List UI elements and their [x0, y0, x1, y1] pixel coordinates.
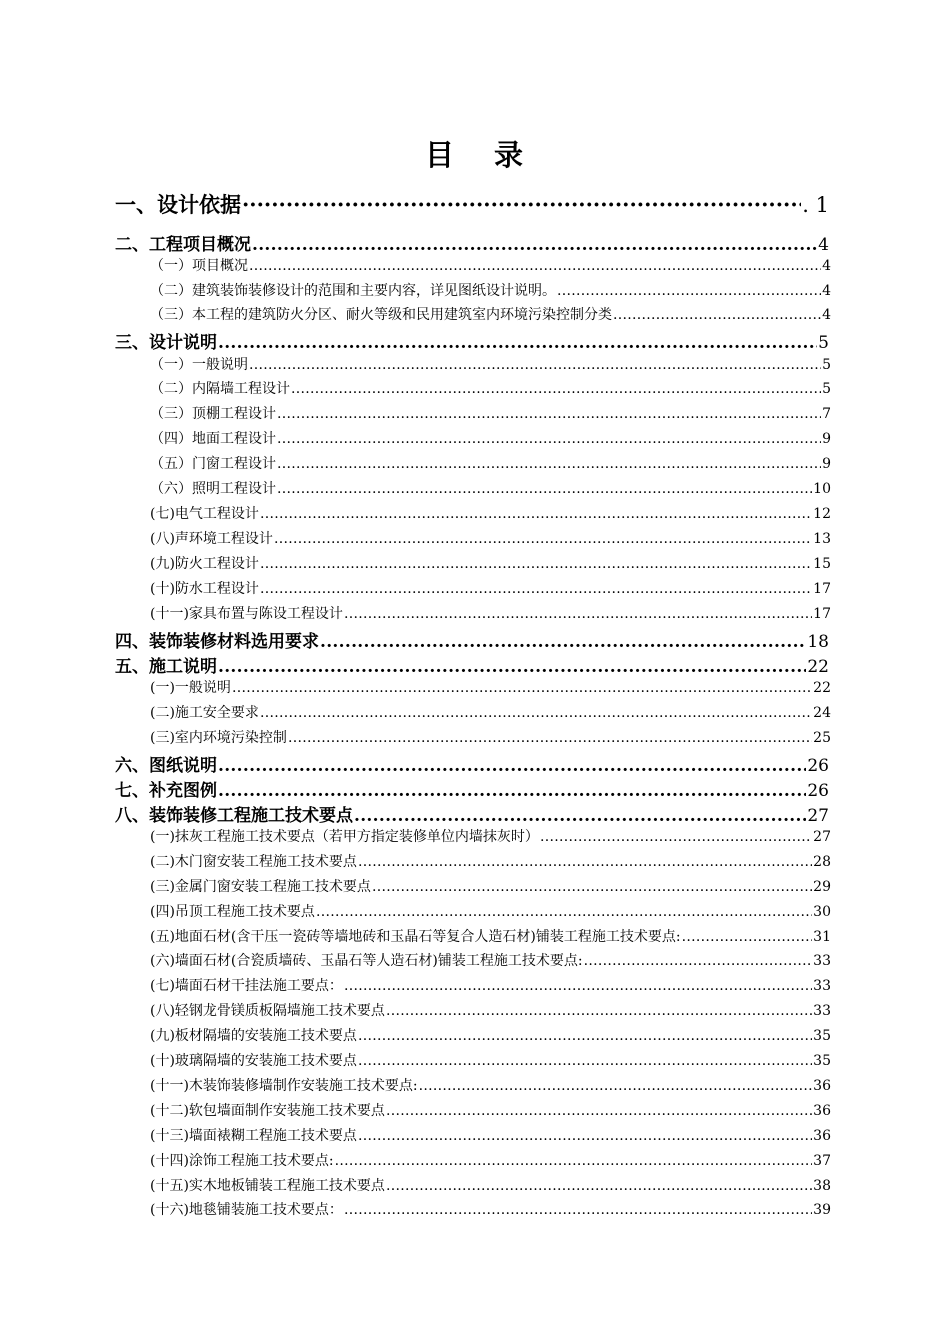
toc-entry-page-number: 37	[813, 1153, 831, 1169]
toc-entry-label: 四、装饰装修材料选用要求	[115, 632, 319, 652]
page-title	[0, 133, 950, 174]
dot-leader	[344, 1202, 812, 1218]
toc-entry-label: (十三)墙面裱糊工程施工技术要点	[150, 1128, 357, 1144]
toc-entry-label: (三)金属门窗安装工程施工技术要点	[150, 879, 371, 895]
toc-entry-page-number: 5	[818, 333, 829, 353]
toc-entry[interactable]	[150, 702, 831, 722]
dot-leader	[557, 283, 821, 299]
dot-leader	[386, 1003, 812, 1019]
toc-entry-page-number: 15	[813, 556, 831, 572]
toc-entry-label: （六）照明工程设计	[150, 481, 276, 497]
toc-entry[interactable]	[150, 901, 831, 921]
toc-entry-label: (十四)涂饰工程施工技术要点:	[150, 1153, 334, 1169]
toc-entry-label: 一、设计依据	[115, 192, 241, 217]
toc-entry-page-number: 26	[807, 781, 829, 801]
toc-entry-page-number: 12	[813, 506, 831, 522]
toc-entry-page-number: 4	[822, 283, 831, 299]
toc-entry[interactable]	[150, 1075, 831, 1095]
toc-entry-page-number: 27	[813, 829, 831, 845]
toc-entry-page-number: 35	[813, 1028, 831, 1044]
toc-entry-page-number: 22	[807, 657, 829, 677]
toc-entry-label: (二)施工安全要求	[150, 705, 259, 721]
toc-entry-page-number: 9	[822, 456, 831, 472]
toc-entry[interactable]	[150, 1125, 831, 1145]
dot-leader	[344, 606, 812, 622]
dot-leader	[218, 756, 806, 776]
toc-entry-page-number: 4	[822, 258, 831, 274]
toc-entry[interactable]	[150, 1100, 831, 1120]
toc-entry-label: (十)玻璃隔墙的安装施工技术要点	[150, 1053, 357, 1069]
toc-entry[interactable]	[150, 1150, 831, 1170]
dot-leader	[386, 1178, 812, 1194]
toc-entry-label: (八)轻钢龙骨镁质板隔墙施工技术要点	[150, 1003, 385, 1019]
toc-entry-label: （一）一般说明	[150, 357, 248, 373]
toc-entry-page-number: 24	[813, 705, 831, 721]
toc-entry[interactable]	[115, 751, 829, 776]
toc-entry-label: (十一)家具布置与陈设工程设计	[150, 606, 343, 622]
toc-entry-page-number: . 1	[802, 193, 829, 217]
toc-entry-page-number: 27	[807, 806, 829, 826]
dot-leader	[288, 730, 812, 746]
toc-entry-page-number: 25	[813, 730, 831, 746]
toc-entry[interactable]	[150, 1025, 831, 1045]
toc-entry[interactable]	[150, 428, 831, 448]
toc-entry-label: （二）建筑装饰装修设计的范围和主要内容，详见图纸设计说明。	[150, 283, 556, 299]
toc-entry-label: （四）地面工程设计	[150, 431, 276, 447]
dot-leader	[252, 235, 817, 255]
toc-entry[interactable]	[150, 1199, 831, 1219]
toc-entry[interactable]	[150, 255, 831, 275]
toc-entry[interactable]	[115, 627, 829, 652]
toc-entry-label: (一)一般说明	[150, 680, 231, 696]
dot-leader	[242, 192, 801, 217]
dot-leader	[584, 953, 813, 969]
title-char-1: 目	[424, 138, 456, 172]
dot-leader	[358, 1053, 812, 1069]
toc-entry-page-number: 33	[813, 1003, 831, 1019]
dot-leader	[419, 1078, 813, 1094]
toc-entry-page-number: 35	[813, 1053, 831, 1069]
toc-entry-page-number: 30	[813, 904, 831, 920]
toc-entry-page-number: 17	[813, 606, 831, 622]
dot-leader	[260, 705, 812, 721]
dot-leader	[260, 581, 812, 597]
toc-entry-label: (九)板材隔墙的安装施工技术要点	[150, 1028, 357, 1044]
toc-entry-label: (七)电气工程设计	[150, 506, 259, 522]
toc-entry[interactable]	[150, 378, 831, 398]
toc-entry-label: （五）门窗工程设计	[150, 456, 276, 472]
toc-entry-label: （三）本工程的建筑防火分区、耐火等级和民用建筑室内环境污染控制分类	[150, 307, 612, 323]
dot-leader	[291, 381, 821, 397]
toc-entry[interactable]	[150, 503, 831, 523]
toc-entry[interactable]	[150, 280, 831, 300]
dot-leader	[218, 657, 806, 677]
toc-entry[interactable]	[150, 553, 831, 573]
toc-entry-label: (一)抹灰工程施工技术要点（若甲方指定装修单位内墙抹灰时）	[150, 829, 539, 845]
toc-entry-page-number: 4	[822, 307, 831, 323]
toc-entry-page-number: 36	[813, 1103, 831, 1119]
toc-entry[interactable]	[150, 826, 831, 846]
dot-leader	[232, 680, 812, 696]
toc-entry[interactable]	[150, 876, 831, 896]
toc-entry-label: (九)防火工程设计	[150, 556, 259, 572]
toc-entry[interactable]	[115, 776, 829, 801]
dot-leader	[613, 307, 821, 323]
toc-entry-page-number: 10	[813, 481, 831, 497]
dot-leader	[358, 1128, 812, 1144]
toc-entry-label: 三、设计说明	[115, 333, 217, 353]
toc-entry[interactable]	[150, 528, 831, 548]
toc-entry[interactable]	[150, 354, 831, 374]
dot-leader	[386, 1103, 812, 1119]
toc-entry-page-number: 31	[813, 929, 831, 945]
toc-entry-label: (二)木门窗安装工程施工技术要点	[150, 854, 357, 870]
toc-entry[interactable]	[150, 727, 831, 747]
dot-leader	[277, 481, 812, 497]
toc-entry-page-number: 33	[813, 953, 831, 969]
toc-entry-label: (十六)地毯铺装施工技术要点：	[150, 1202, 343, 1218]
toc-entry-page-number: 36	[813, 1078, 831, 1094]
toc-entry-page-number: 36	[813, 1128, 831, 1144]
toc-entry-label: (五)地面石材(含干压一瓷砖等墙地砖和玉晶石等复合人造石材)铺装工程施工技术要点:	[150, 929, 681, 945]
dot-leader	[249, 258, 821, 274]
toc-entry-label: (三)室内环境污染控制	[150, 730, 287, 746]
toc-entry-label: （三）顶棚工程设计	[150, 406, 276, 422]
dot-leader	[320, 632, 806, 652]
toc-entry[interactable]	[150, 1050, 831, 1070]
toc-entry-label: (十)防水工程设计	[150, 581, 259, 597]
toc-entry-page-number: 28	[813, 854, 831, 870]
toc-entry[interactable]	[150, 578, 831, 598]
toc-entry-page-number: 33	[813, 978, 831, 994]
toc-entry-label: (七)墙面石材干挂法施工要点：	[150, 978, 343, 994]
toc-entry-label: 八、装饰装修工程施工技术要点	[115, 806, 353, 826]
toc-entry[interactable]	[115, 801, 829, 826]
toc-entry[interactable]	[150, 603, 831, 623]
dot-leader	[335, 1153, 813, 1169]
dot-leader	[358, 1028, 812, 1044]
dot-leader	[260, 556, 812, 572]
dot-leader	[682, 929, 813, 945]
dot-leader	[372, 879, 812, 895]
toc-entry-page-number: 39	[813, 1202, 831, 1218]
toc-entry[interactable]	[150, 1000, 831, 1020]
dot-leader	[277, 431, 821, 447]
toc-entry-page-number: 9	[822, 431, 831, 447]
toc-entry[interactable]	[150, 975, 831, 995]
dot-leader	[344, 978, 812, 994]
toc-entry-page-number: 38	[813, 1178, 831, 1194]
dot-leader	[249, 357, 821, 373]
toc-entry-label: 二、工程项目概况	[115, 235, 251, 255]
toc-entry-label: (十五)实木地板铺装工程施工技术要点	[150, 1178, 385, 1194]
toc-entry-label: (六)墙面石材(合瓷质墙砖、玉晶石等人造石材)铺装工程施工技术要点:	[150, 953, 583, 969]
toc-entry-label: (八)声环境工程设计	[150, 531, 273, 547]
dot-leader	[316, 904, 812, 920]
toc-entry-page-number: 7	[822, 406, 831, 422]
toc-entry-label: （二）内隔墙工程设计	[150, 381, 290, 397]
dot-leader	[540, 829, 812, 845]
toc-entry[interactable]	[150, 677, 831, 697]
toc-entry-label: (四)吊顶工程施工技术要点	[150, 904, 315, 920]
toc-entry[interactable]	[150, 851, 831, 871]
dot-leader	[218, 781, 806, 801]
toc-entry[interactable]	[115, 652, 829, 677]
dot-leader	[218, 333, 817, 353]
toc-entry-page-number: 4	[818, 235, 829, 255]
toc-entry[interactable]	[115, 189, 829, 219]
toc-entry-page-number: 26	[807, 756, 829, 776]
toc-entry[interactable]	[150, 403, 831, 423]
toc-entry-label: 七、补充图例	[115, 781, 217, 801]
toc-entry-page-number: 13	[813, 531, 831, 547]
toc-entry-label: (十一)木装饰装修墙制作安装施工技术要点:	[150, 1078, 418, 1094]
dot-leader	[354, 806, 806, 826]
toc-entry[interactable]	[150, 1175, 831, 1195]
dot-leader	[277, 456, 821, 472]
toc-entry-label: (十二)软包墙面制作安装施工技术要点	[150, 1103, 385, 1119]
toc-entry-page-number: 5	[822, 381, 831, 397]
toc-entry-page-number: 5	[822, 357, 831, 373]
dot-leader	[260, 506, 812, 522]
toc-entry-page-number: 17	[813, 581, 831, 597]
toc-entry[interactable]	[150, 304, 831, 324]
toc-entry[interactable]	[115, 328, 829, 353]
toc-entry-page-number: 29	[813, 879, 831, 895]
toc-entry[interactable]	[150, 478, 831, 498]
toc-entry-page-number: 22	[813, 680, 831, 696]
toc-entry-label: 五、施工说明	[115, 657, 217, 677]
toc-entry-label: 六、图纸说明	[115, 756, 217, 776]
toc-entry[interactable]	[115, 230, 829, 255]
toc-entry[interactable]	[150, 453, 831, 473]
dot-leader	[277, 406, 821, 422]
dot-leader	[358, 854, 812, 870]
toc-entry[interactable]	[150, 926, 831, 946]
toc-entry[interactable]	[150, 950, 831, 970]
toc-entry-page-number: 18	[807, 632, 829, 652]
title-char-2: 录	[494, 138, 526, 172]
toc-entry-label: （一）项目概况	[150, 258, 248, 274]
dot-leader	[274, 531, 812, 547]
